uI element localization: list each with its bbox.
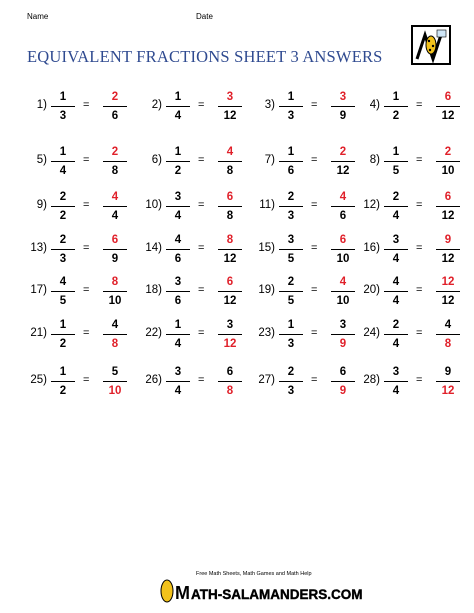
given-numerator: 1 xyxy=(59,146,67,158)
equivalent-numerator: 12 xyxy=(441,276,455,288)
problem-number: 12) xyxy=(363,199,380,211)
given-denominator: 5 xyxy=(287,253,295,265)
fraction-bar xyxy=(166,106,190,107)
given-numerator: 2 xyxy=(287,366,295,378)
equivalent-fraction xyxy=(218,275,242,308)
fraction-bar xyxy=(384,161,408,162)
fraction-bar xyxy=(103,161,127,162)
equivalent-numerator: 4 xyxy=(444,319,452,331)
equals-sign: = xyxy=(311,199,318,211)
equivalent-numerator: 4 xyxy=(339,191,347,203)
given-denominator: 4 xyxy=(59,165,67,177)
given-fraction xyxy=(279,275,303,308)
problem-number: 26) xyxy=(145,374,162,386)
given-fraction xyxy=(51,90,75,123)
equivalent-numerator: 6 xyxy=(444,191,452,203)
equivalent-fraction xyxy=(218,190,242,223)
given-denominator: 4 xyxy=(174,338,182,350)
equivalent-denominator: 8 xyxy=(111,165,119,177)
fraction-bar xyxy=(166,291,190,292)
fraction-bar xyxy=(279,334,303,335)
equivalent-numerator: 6 xyxy=(339,234,347,246)
equivalent-fraction xyxy=(436,233,460,266)
given-numerator: 1 xyxy=(392,146,400,158)
problem-number: 22) xyxy=(145,327,162,339)
equivalent-denominator: 9 xyxy=(339,338,347,350)
equals-sign: = xyxy=(311,374,318,386)
fraction-bar xyxy=(384,106,408,107)
given-numerator: 2 xyxy=(287,276,295,288)
equals-sign: = xyxy=(311,327,318,339)
given-denominator: 4 xyxy=(392,210,400,222)
equivalent-fraction xyxy=(103,233,127,266)
equivalent-numerator: 6 xyxy=(226,191,234,203)
given-fraction xyxy=(279,90,303,123)
equivalent-fraction xyxy=(436,145,460,178)
equivalent-numerator: 4 xyxy=(226,146,234,158)
equivalent-numerator: 4 xyxy=(111,191,119,203)
equivalent-denominator: 12 xyxy=(223,110,237,122)
given-denominator: 2 xyxy=(59,385,67,397)
given-denominator: 2 xyxy=(174,165,182,177)
given-denominator: 4 xyxy=(392,385,400,397)
problem-number: 7) xyxy=(264,154,275,166)
equals-sign: = xyxy=(311,99,318,111)
given-numerator: 3 xyxy=(174,276,182,288)
equivalent-fraction xyxy=(436,365,460,398)
given-numerator: 4 xyxy=(174,234,182,246)
equals-sign: = xyxy=(83,199,90,211)
given-numerator: 2 xyxy=(392,319,400,331)
given-fraction xyxy=(51,318,75,351)
equals-sign: = xyxy=(83,154,90,166)
equivalent-numerator: 3 xyxy=(339,319,347,331)
equivalent-denominator: 6 xyxy=(339,210,347,222)
fraction-bar xyxy=(436,161,460,162)
problem-number: 15) xyxy=(258,242,275,254)
equivalent-denominator: 12 xyxy=(441,295,455,307)
equals-sign: = xyxy=(416,99,423,111)
given-denominator: 4 xyxy=(174,210,182,222)
given-denominator: 2 xyxy=(392,110,400,122)
equals-sign: = xyxy=(83,327,90,339)
given-numerator: 3 xyxy=(392,366,400,378)
fraction-bar xyxy=(436,334,460,335)
equivalent-fraction xyxy=(103,90,127,123)
problem-number: 14) xyxy=(145,242,162,254)
given-numerator: 4 xyxy=(392,276,400,288)
fraction-bar xyxy=(166,206,190,207)
fraction-bar xyxy=(384,206,408,207)
given-denominator: 3 xyxy=(287,110,295,122)
given-fraction xyxy=(384,233,408,266)
given-fraction xyxy=(166,145,190,178)
fraction-bar xyxy=(436,206,460,207)
date-label: Date xyxy=(196,12,213,21)
given-fraction xyxy=(384,275,408,308)
fraction-bar xyxy=(51,334,75,335)
given-numerator: 1 xyxy=(287,91,295,103)
equals-sign: = xyxy=(416,199,423,211)
given-denominator: 3 xyxy=(59,110,67,122)
equivalent-fraction xyxy=(436,190,460,223)
problem-number: 16) xyxy=(363,242,380,254)
salamander-logo-icon xyxy=(411,25,451,65)
problem-number: 10) xyxy=(145,199,162,211)
equivalent-denominator: 12 xyxy=(441,210,455,222)
fraction-bar xyxy=(279,249,303,250)
problem-number: 19) xyxy=(258,284,275,296)
equivalent-numerator: 8 xyxy=(226,234,234,246)
given-fraction xyxy=(384,190,408,223)
given-fraction xyxy=(166,275,190,308)
fraction-bar xyxy=(51,206,75,207)
fraction-bar xyxy=(166,381,190,382)
equivalent-denominator: 12 xyxy=(441,385,455,397)
problem-number: 28) xyxy=(363,374,380,386)
equals-sign: = xyxy=(416,284,423,296)
equivalent-numerator: 2 xyxy=(111,91,119,103)
equivalent-numerator: 6 xyxy=(339,366,347,378)
given-denominator: 5 xyxy=(59,295,67,307)
given-denominator: 3 xyxy=(287,385,295,397)
fraction-bar xyxy=(218,249,242,250)
problem-number: 20) xyxy=(363,284,380,296)
equivalent-numerator: 9 xyxy=(444,366,452,378)
equivalent-fraction xyxy=(103,318,127,351)
given-denominator: 4 xyxy=(392,253,400,265)
equivalent-denominator: 10 xyxy=(108,295,122,307)
fraction-bar xyxy=(103,381,127,382)
equivalent-denominator: 12 xyxy=(223,253,237,265)
equivalent-denominator: 12 xyxy=(223,295,237,307)
equivalent-denominator: 12 xyxy=(441,253,455,265)
given-numerator: 3 xyxy=(174,191,182,203)
problem-number: 4) xyxy=(369,99,380,111)
fraction-bar xyxy=(166,249,190,250)
equals-sign: = xyxy=(83,242,90,254)
equivalent-numerator: 4 xyxy=(339,276,347,288)
given-numerator: 3 xyxy=(287,234,295,246)
given-numerator: 2 xyxy=(59,234,67,246)
equivalent-fraction xyxy=(436,275,460,308)
fraction-bar xyxy=(166,161,190,162)
equivalent-fraction xyxy=(218,145,242,178)
problem-number: 11) xyxy=(259,199,275,211)
given-fraction xyxy=(166,365,190,398)
given-denominator: 4 xyxy=(174,110,182,122)
fraction-bar xyxy=(436,106,460,107)
fraction-bar xyxy=(103,206,127,207)
equivalent-fraction xyxy=(218,233,242,266)
given-fraction xyxy=(51,365,75,398)
equivalent-denominator: 12 xyxy=(223,338,237,350)
given-fraction xyxy=(51,190,75,223)
equivalent-numerator: 8 xyxy=(111,276,119,288)
fraction-bar xyxy=(218,161,242,162)
equivalent-numerator: 2 xyxy=(444,146,452,158)
given-numerator: 1 xyxy=(174,91,182,103)
given-numerator: 1 xyxy=(392,91,400,103)
equivalent-denominator: 8 xyxy=(226,165,234,177)
given-denominator: 4 xyxy=(174,385,182,397)
footer-salamander-icon xyxy=(161,580,173,602)
problem-number: 27) xyxy=(258,374,275,386)
equals-sign: = xyxy=(83,374,90,386)
fraction-bar xyxy=(279,291,303,292)
problem-number: 5) xyxy=(36,154,47,166)
equivalent-numerator: 2 xyxy=(339,146,347,158)
equivalent-denominator: 12 xyxy=(336,165,350,177)
equivalent-numerator: 6 xyxy=(444,91,452,103)
fraction-bar xyxy=(218,206,242,207)
name-label: Name xyxy=(27,12,49,21)
fraction-bar xyxy=(218,381,242,382)
equivalent-fraction xyxy=(436,90,460,123)
footer-logo-text: ATH-SALAMANDERS.COM xyxy=(191,587,363,602)
fraction-bar xyxy=(103,334,127,335)
equivalent-denominator: 8 xyxy=(111,338,119,350)
equivalent-numerator: 5 xyxy=(111,366,119,378)
given-fraction xyxy=(384,318,408,351)
problem-number: 18) xyxy=(145,284,162,296)
equals-sign: = xyxy=(198,154,205,166)
equivalent-denominator: 8 xyxy=(226,210,234,222)
fraction-bar xyxy=(51,381,75,382)
fraction-bar xyxy=(103,291,127,292)
fraction-bar xyxy=(218,291,242,292)
equivalent-denominator: 9 xyxy=(339,385,347,397)
given-fraction xyxy=(166,318,190,351)
equivalent-numerator: 2 xyxy=(111,146,119,158)
given-fraction xyxy=(166,190,190,223)
equals-sign: = xyxy=(198,327,205,339)
equals-sign: = xyxy=(198,374,205,386)
given-fraction xyxy=(384,145,408,178)
equivalent-denominator: 12 xyxy=(441,110,455,122)
given-numerator: 1 xyxy=(174,319,182,331)
equals-sign: = xyxy=(311,242,318,254)
equivalent-fraction xyxy=(436,318,460,351)
equivalent-denominator: 9 xyxy=(339,110,347,122)
equals-sign: = xyxy=(416,154,423,166)
page-title: EQUIVALENT FRACTIONS SHEET 3 ANSWERS xyxy=(27,47,383,66)
equals-sign: = xyxy=(198,99,205,111)
equivalent-numerator: 3 xyxy=(226,319,234,331)
equivalent-denominator: 8 xyxy=(226,385,234,397)
equivalent-fraction xyxy=(103,275,127,308)
given-numerator: 2 xyxy=(392,191,400,203)
equals-sign: = xyxy=(311,154,318,166)
given-numerator: 1 xyxy=(59,319,67,331)
equivalent-numerator: 3 xyxy=(226,91,234,103)
given-denominator: 3 xyxy=(59,253,67,265)
equivalent-fraction xyxy=(103,365,127,398)
equals-sign: = xyxy=(311,284,318,296)
given-denominator: 4 xyxy=(392,295,400,307)
equals-sign: = xyxy=(416,374,423,386)
fraction-bar xyxy=(103,249,127,250)
given-denominator: 3 xyxy=(287,338,295,350)
given-numerator: 1 xyxy=(59,366,67,378)
equivalent-fraction xyxy=(218,90,242,123)
given-denominator: 5 xyxy=(392,165,400,177)
fraction-bar xyxy=(51,106,75,107)
fraction-bar xyxy=(51,291,75,292)
equivalent-numerator: 3 xyxy=(339,91,347,103)
equivalent-denominator: 9 xyxy=(111,253,119,265)
given-fraction xyxy=(166,233,190,266)
equivalent-fraction xyxy=(218,318,242,351)
given-fraction xyxy=(279,190,303,223)
given-denominator: 3 xyxy=(287,210,295,222)
footer-tagline: Free Math Sheets, Math Games and Math Help xyxy=(196,571,312,577)
footer-logo xyxy=(155,578,363,604)
fraction-bar xyxy=(279,161,303,162)
given-fraction xyxy=(51,145,75,178)
fraction-bar xyxy=(279,106,303,107)
problem-number: 24) xyxy=(363,327,380,339)
given-denominator: 2 xyxy=(59,338,67,350)
equivalent-numerator: 6 xyxy=(111,234,119,246)
fraction-bar xyxy=(436,249,460,250)
equivalent-numerator: 4 xyxy=(111,319,119,331)
fraction-bar xyxy=(384,381,408,382)
given-numerator: 4 xyxy=(59,276,67,288)
equivalent-denominator: 10 xyxy=(336,295,350,307)
problem-number: 23) xyxy=(258,327,275,339)
given-numerator: 2 xyxy=(59,191,67,203)
problem-number: 17) xyxy=(30,284,47,296)
fraction-bar xyxy=(279,381,303,382)
given-denominator: 6 xyxy=(174,295,182,307)
problem-number: 9) xyxy=(36,199,47,211)
equivalent-numerator: 6 xyxy=(226,276,234,288)
fraction-bar xyxy=(384,291,408,292)
given-fraction xyxy=(51,233,75,266)
equals-sign: = xyxy=(198,199,205,211)
given-fraction xyxy=(279,233,303,266)
fraction-bar xyxy=(103,106,127,107)
given-numerator: 1 xyxy=(287,146,295,158)
problem-number: 6) xyxy=(151,154,162,166)
equivalent-denominator: 10 xyxy=(108,385,122,397)
given-fraction xyxy=(279,365,303,398)
given-fraction xyxy=(384,365,408,398)
given-denominator: 6 xyxy=(174,253,182,265)
given-fraction xyxy=(279,145,303,178)
given-denominator: 4 xyxy=(392,338,400,350)
given-denominator: 6 xyxy=(287,165,295,177)
fraction-bar xyxy=(166,334,190,335)
given-numerator: 3 xyxy=(392,234,400,246)
equals-sign: = xyxy=(416,242,423,254)
given-numerator: 3 xyxy=(174,366,182,378)
fraction-bar xyxy=(279,206,303,207)
equivalent-denominator: 10 xyxy=(336,253,350,265)
equals-sign: = xyxy=(83,99,90,111)
equals-sign: = xyxy=(83,284,90,296)
equivalent-fraction xyxy=(103,145,127,178)
fraction-bar xyxy=(384,334,408,335)
equals-sign: = xyxy=(198,284,205,296)
problem-number: 1) xyxy=(36,99,47,111)
problem-number: 25) xyxy=(30,374,47,386)
problem-number: 2) xyxy=(151,99,162,111)
given-numerator: 1 xyxy=(287,319,295,331)
given-numerator: 1 xyxy=(59,91,67,103)
problem-number: 21) xyxy=(30,327,47,339)
equals-sign: = xyxy=(416,327,423,339)
fraction-bar xyxy=(218,334,242,335)
fraction-bar xyxy=(436,381,460,382)
problem-number: 3) xyxy=(264,99,275,111)
fraction-bar xyxy=(384,249,408,250)
footer-logo-initial: M xyxy=(175,583,190,603)
given-fraction xyxy=(51,275,75,308)
equivalent-denominator: 10 xyxy=(441,165,455,177)
equivalent-numerator: 6 xyxy=(226,366,234,378)
equivalent-denominator: 4 xyxy=(111,210,119,222)
equivalent-fraction xyxy=(218,365,242,398)
given-fraction xyxy=(384,90,408,123)
problem-number: 13) xyxy=(30,242,47,254)
equivalent-fraction xyxy=(103,190,127,223)
given-fraction xyxy=(279,318,303,351)
given-numerator: 2 xyxy=(287,191,295,203)
given-fraction xyxy=(166,90,190,123)
fraction-bar xyxy=(51,161,75,162)
fraction-bar xyxy=(218,106,242,107)
problem-number: 8) xyxy=(369,154,380,166)
given-denominator: 2 xyxy=(59,210,67,222)
fraction-bar xyxy=(436,291,460,292)
equivalent-denominator: 6 xyxy=(111,110,119,122)
given-denominator: 5 xyxy=(287,295,295,307)
equals-sign: = xyxy=(198,242,205,254)
equivalent-denominator: 8 xyxy=(444,338,452,350)
given-numerator: 1 xyxy=(174,146,182,158)
fraction-bar xyxy=(51,249,75,250)
equivalent-numerator: 9 xyxy=(444,234,452,246)
